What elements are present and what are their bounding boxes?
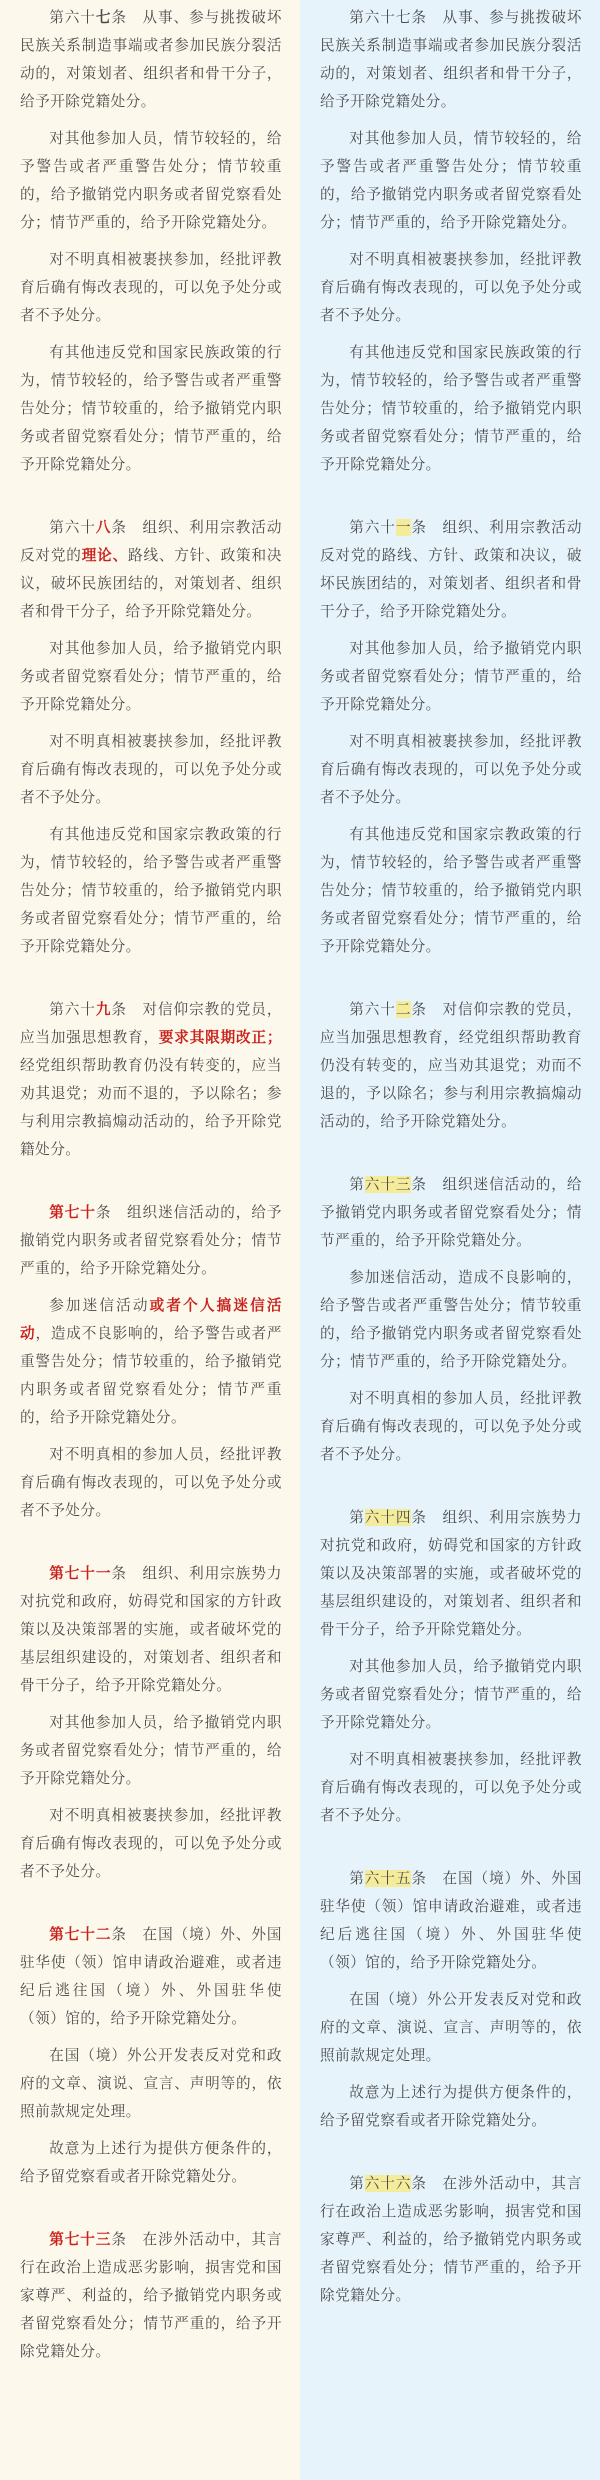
article-paragraph: 第六十九条 对信仰宗教的党员，应当加强思想教育，要求其限期改正；经党组织帮助教育仍没有转变的，应当劝其退党；劝而不退的，予以除名；参与利用宗教搞煽动活动的，给予开除党籍处分。 xyxy=(20,1001,282,1158)
right-article-64 xyxy=(320,1504,582,1830)
right-article-62 xyxy=(320,996,582,1136)
article-paragraph: 对其他参加人员，给予撤销党内职务或者留党察看处分；情节严重的，给予开除党籍处分。 xyxy=(20,1714,282,1787)
number-highlight: 二 xyxy=(395,1001,412,1018)
article-paragraph: 第七十二条 在国（境）外、外国驻华使（领）馆申请政治避难，或者违纪后逃往国（境）外、外国驻华使（领）馆的，给予开除党籍处分。 xyxy=(20,1926,282,2027)
number-highlight: 一 xyxy=(395,519,412,536)
right-column-original xyxy=(300,0,600,2480)
article-heading: 第六十九条 xyxy=(49,1001,127,1018)
article-paragraph: 对其他参加人员，情节较轻的，给予警告或者严重警告处分；情节较重的，给予撤销党内职务或者留党察看处分；情节严重的，给予开除党籍处分。 xyxy=(20,130,282,231)
right-article-61 xyxy=(320,514,582,961)
right-article-67 xyxy=(320,4,582,479)
left-article-73 xyxy=(20,2226,282,2366)
article-paragraph: 有其他违反党和国家民族政策的行为，情节较轻的，给予警告或者严重警告处分；情节较重的，给予撤销党内职务或者留党察看处分；情节严重的，给予开除党籍处分。 xyxy=(20,344,282,473)
article-paragraph: 参加迷信活动，造成不良影响的，给予警告或者严重警告处分；情节较重的，给予撤销党内职务或者留党察看处分；情节严重的，给予开除党籍处分。 xyxy=(320,1269,582,1370)
article-paragraph: 对不明真相的参加人员，经批评教育后确有悔改表现的，可以免予处分或者不予处分。 xyxy=(320,1390,582,1463)
article-paragraph: 对其他参加人员，给予撤销党内职务或者留党察看处分；情节严重的，给予开除党籍处分。 xyxy=(320,1658,582,1731)
number-highlight: 六十三 xyxy=(364,1176,412,1193)
article-paragraph: 有其他违反党和国家宗教政策的行为，情节较轻的，给予警告或者严重警告处分；情节较重的，给予撤销党内职务或者留党察看处分；情节严重的，给予开除党籍处分。 xyxy=(320,826,582,955)
article-heading: 第六十八条 xyxy=(49,519,127,536)
article-paragraph: 第七十三条 在涉外活动中，其言行在政治上造成恶劣影响，损害党和国家尊严、利益的，给予撤销党内职务或者留党察看处分；情节严重的，给予开除党籍处分。 xyxy=(20,2231,282,2360)
article-paragraph: 对不明真相被裹挟参加，经批评教育后确有悔改表现的，可以免予处分或者不予处分。 xyxy=(320,251,582,324)
article-heading: 第六十四条 xyxy=(349,1509,427,1526)
article-paragraph: 有其他违反党和国家民族政策的行为，情节较轻的，给予警告或者严重警告处分；情节较重的，给予撤销党内职务或者留党察看处分；情节严重的，给予开除党籍处分。 xyxy=(320,344,582,473)
article-heading: 第六十六条 xyxy=(349,2175,427,2192)
article-paragraph: 第六十六条 在涉外活动中，其言行在政治上造成恶劣影响，损害党和国家尊严、利益的，给予撤销党内职务或者留党察看处分；情节严重的，给予开除党籍处分。 xyxy=(320,2175,582,2304)
article-heading: 第七十一条 xyxy=(49,1565,127,1582)
right-article-63 xyxy=(320,1171,582,1469)
number-highlight: 六十五 xyxy=(364,1870,412,1887)
article-paragraph: 第七十一条 组织、利用宗族势力对抗党和政府，妨碍党和国家的方针政策以及决策部署的实施，或者破坏党的基层组织建设的，对策划者、组织者和骨干分子，给予开除党籍处分。 xyxy=(20,1565,282,1694)
article-paragraph: 第六十八条 组织、利用宗教活动反对党的理论、路线、方针、政策和决议，破坏民族团结的，对策划者、组织者和骨干分子，给予开除党籍处分。 xyxy=(20,519,282,620)
article-paragraph: 第六十一条 组织、利用宗教活动反对党的路线、方针、政策和决议，破坏民族团结的，对策划者、组织者和骨干分子，给予开除党籍处分。 xyxy=(320,519,582,620)
article-heading: 第六十七条 xyxy=(49,9,127,26)
number-highlight: 六十六 xyxy=(364,2175,412,2192)
article-heading: 第六十三条 xyxy=(349,1176,427,1193)
article-heading: 第七十条 xyxy=(49,1204,112,1221)
right-article-66 xyxy=(320,2170,582,2310)
article-paragraph: 参加迷信活动或者个人搞迷信活动，造成不良影响的，给予警告或者严重警告处分；情节较重的，给予撤销党内职务或者留党察看处分；情节严重的，给予开除党籍处分。 xyxy=(20,1297,282,1426)
article-paragraph: 对不明真相被裹挟参加，经批评教育后确有悔改表现的，可以免予处分或者不予处分。 xyxy=(20,733,282,806)
article-paragraph: 第六十五条 在国（境）外、外国驻华使（领）馆申请政治避难，或者违纪后逃往国（境）外、外国驻华使（领）馆的，给予开除党籍处分。 xyxy=(320,1870,582,1971)
article-paragraph: 对其他参加人员，给予撤销党内职务或者留党察看处分；情节严重的，给予开除党籍处分。 xyxy=(20,640,282,713)
article-paragraph: 第六十七条 从事、参与挑拨破坏民族关系制造事端或者参加民族分裂活动的，对策划者、组织者和骨干分子，给予开除党籍处分。 xyxy=(320,9,582,110)
article-paragraph: 在国（境）外公开发表反对党和政府的文章、演说、宣言、声明等的，依照前款规定处理。 xyxy=(20,2047,282,2120)
article-paragraph: 对不明真相被裹挟参加，经批评教育后确有悔改表现的，可以免予处分或者不予处分。 xyxy=(20,1807,282,1880)
number-highlight: 六十四 xyxy=(364,1509,412,1526)
revision-insert: 理论、 xyxy=(81,547,129,564)
article-paragraph: 对不明真相被裹挟参加，经批评教育后确有悔改表现的，可以免予处分或者不予处分。 xyxy=(320,733,582,806)
article-paragraph: 在国（境）外公开发表反对党和政府的文章、演说、宣言、声明等的，依照前款规定处理。 xyxy=(320,1991,582,2064)
right-article-65 xyxy=(320,1865,582,2135)
left-article-70 xyxy=(20,1199,282,1525)
article-paragraph: 故意为上述行为提供方便条件的，给予留党察看或者开除党籍处分。 xyxy=(320,2084,582,2129)
article-heading: 第七十二条 xyxy=(49,1926,127,1943)
article-paragraph: 对不明真相被裹挟参加，经批评教育后确有悔改表现的，可以免予处分或者不予处分。 xyxy=(320,1751,582,1824)
article-paragraph: 对其他参加人员，情节较轻的，给予警告或者严重警告处分；情节较重的，给予撤销党内职务或者留党察看处分；情节严重的，给予开除党籍处分。 xyxy=(320,130,582,231)
article-paragraph: 对其他参加人员，给予撤销党内职务或者留党察看处分；情节严重的，给予开除党籍处分。 xyxy=(320,640,582,713)
article-paragraph: 第六十三条 组织迷信活动的，给予撤销党内职务或者留党察看处分；情节严重的，给予开除党籍处分。 xyxy=(320,1176,582,1249)
article-paragraph: 有其他违反党和国家宗教政策的行为，情节较轻的，给予警告或者严重警告处分；情节较重的，给予撤销党内职务或者留党察看处分；情节严重的，给予开除党籍处分。 xyxy=(20,826,282,955)
article-paragraph: 第六十二条 对信仰宗教的党员，应当加强思想教育，经党组织帮助教育仍没有转变的，应当劝其退党；劝而不退的，予以除名；参与利用宗教搞煽动活动的，给予开除党籍处分。 xyxy=(320,1001,582,1130)
article-paragraph: 第六十四条 组织、利用宗族势力对抗党和政府，妨碍党和国家的方针政策以及决策部署的实施，或者破坏党的基层组织建设的，对策划者、组织者和骨干分子，给予开除党籍处分。 xyxy=(320,1509,582,1638)
article-paragraph: 第七十条 组织迷信活动的，给予撤销党内职务或者留党察看处分；情节严重的，给予开除党籍处分。 xyxy=(20,1204,282,1277)
left-article-71 xyxy=(20,1560,282,1886)
article-paragraph: 第六十七条 从事、参与挑拨破坏民族关系制造事端或者参加民族分裂活动的，对策划者、组织者和骨干分子，给予开除党籍处分。 xyxy=(20,9,282,110)
article-heading: 第六十七条 xyxy=(349,9,427,26)
revision-insert: 要求其限期改正； xyxy=(158,1029,282,1046)
article-paragraph: 对不明真相的参加人员，经批评教育后确有悔改表现的，可以免予处分或者不予处分。 xyxy=(20,1446,282,1519)
revision-insert: 或者个人搞迷信活动 xyxy=(20,1297,282,1342)
left-article-68 xyxy=(20,514,282,961)
left-article-67 xyxy=(20,4,282,479)
article-paragraph: 对不明真相被裹挟参加，经批评教育后确有悔改表现的，可以免予处分或者不予处分。 xyxy=(20,251,282,324)
article-heading: 第七十三条 xyxy=(49,2231,127,2248)
article-paragraph: 故意为上述行为提供方便条件的，给予留党察看或者开除党籍处分。 xyxy=(20,2140,282,2185)
left-article-69 xyxy=(20,996,282,1164)
article-heading: 第六十二条 xyxy=(349,1001,427,1018)
left-article-72 xyxy=(20,1921,282,2191)
article-heading: 第六十一条 xyxy=(349,519,427,536)
article-heading: 第六十五条 xyxy=(349,1870,427,1887)
